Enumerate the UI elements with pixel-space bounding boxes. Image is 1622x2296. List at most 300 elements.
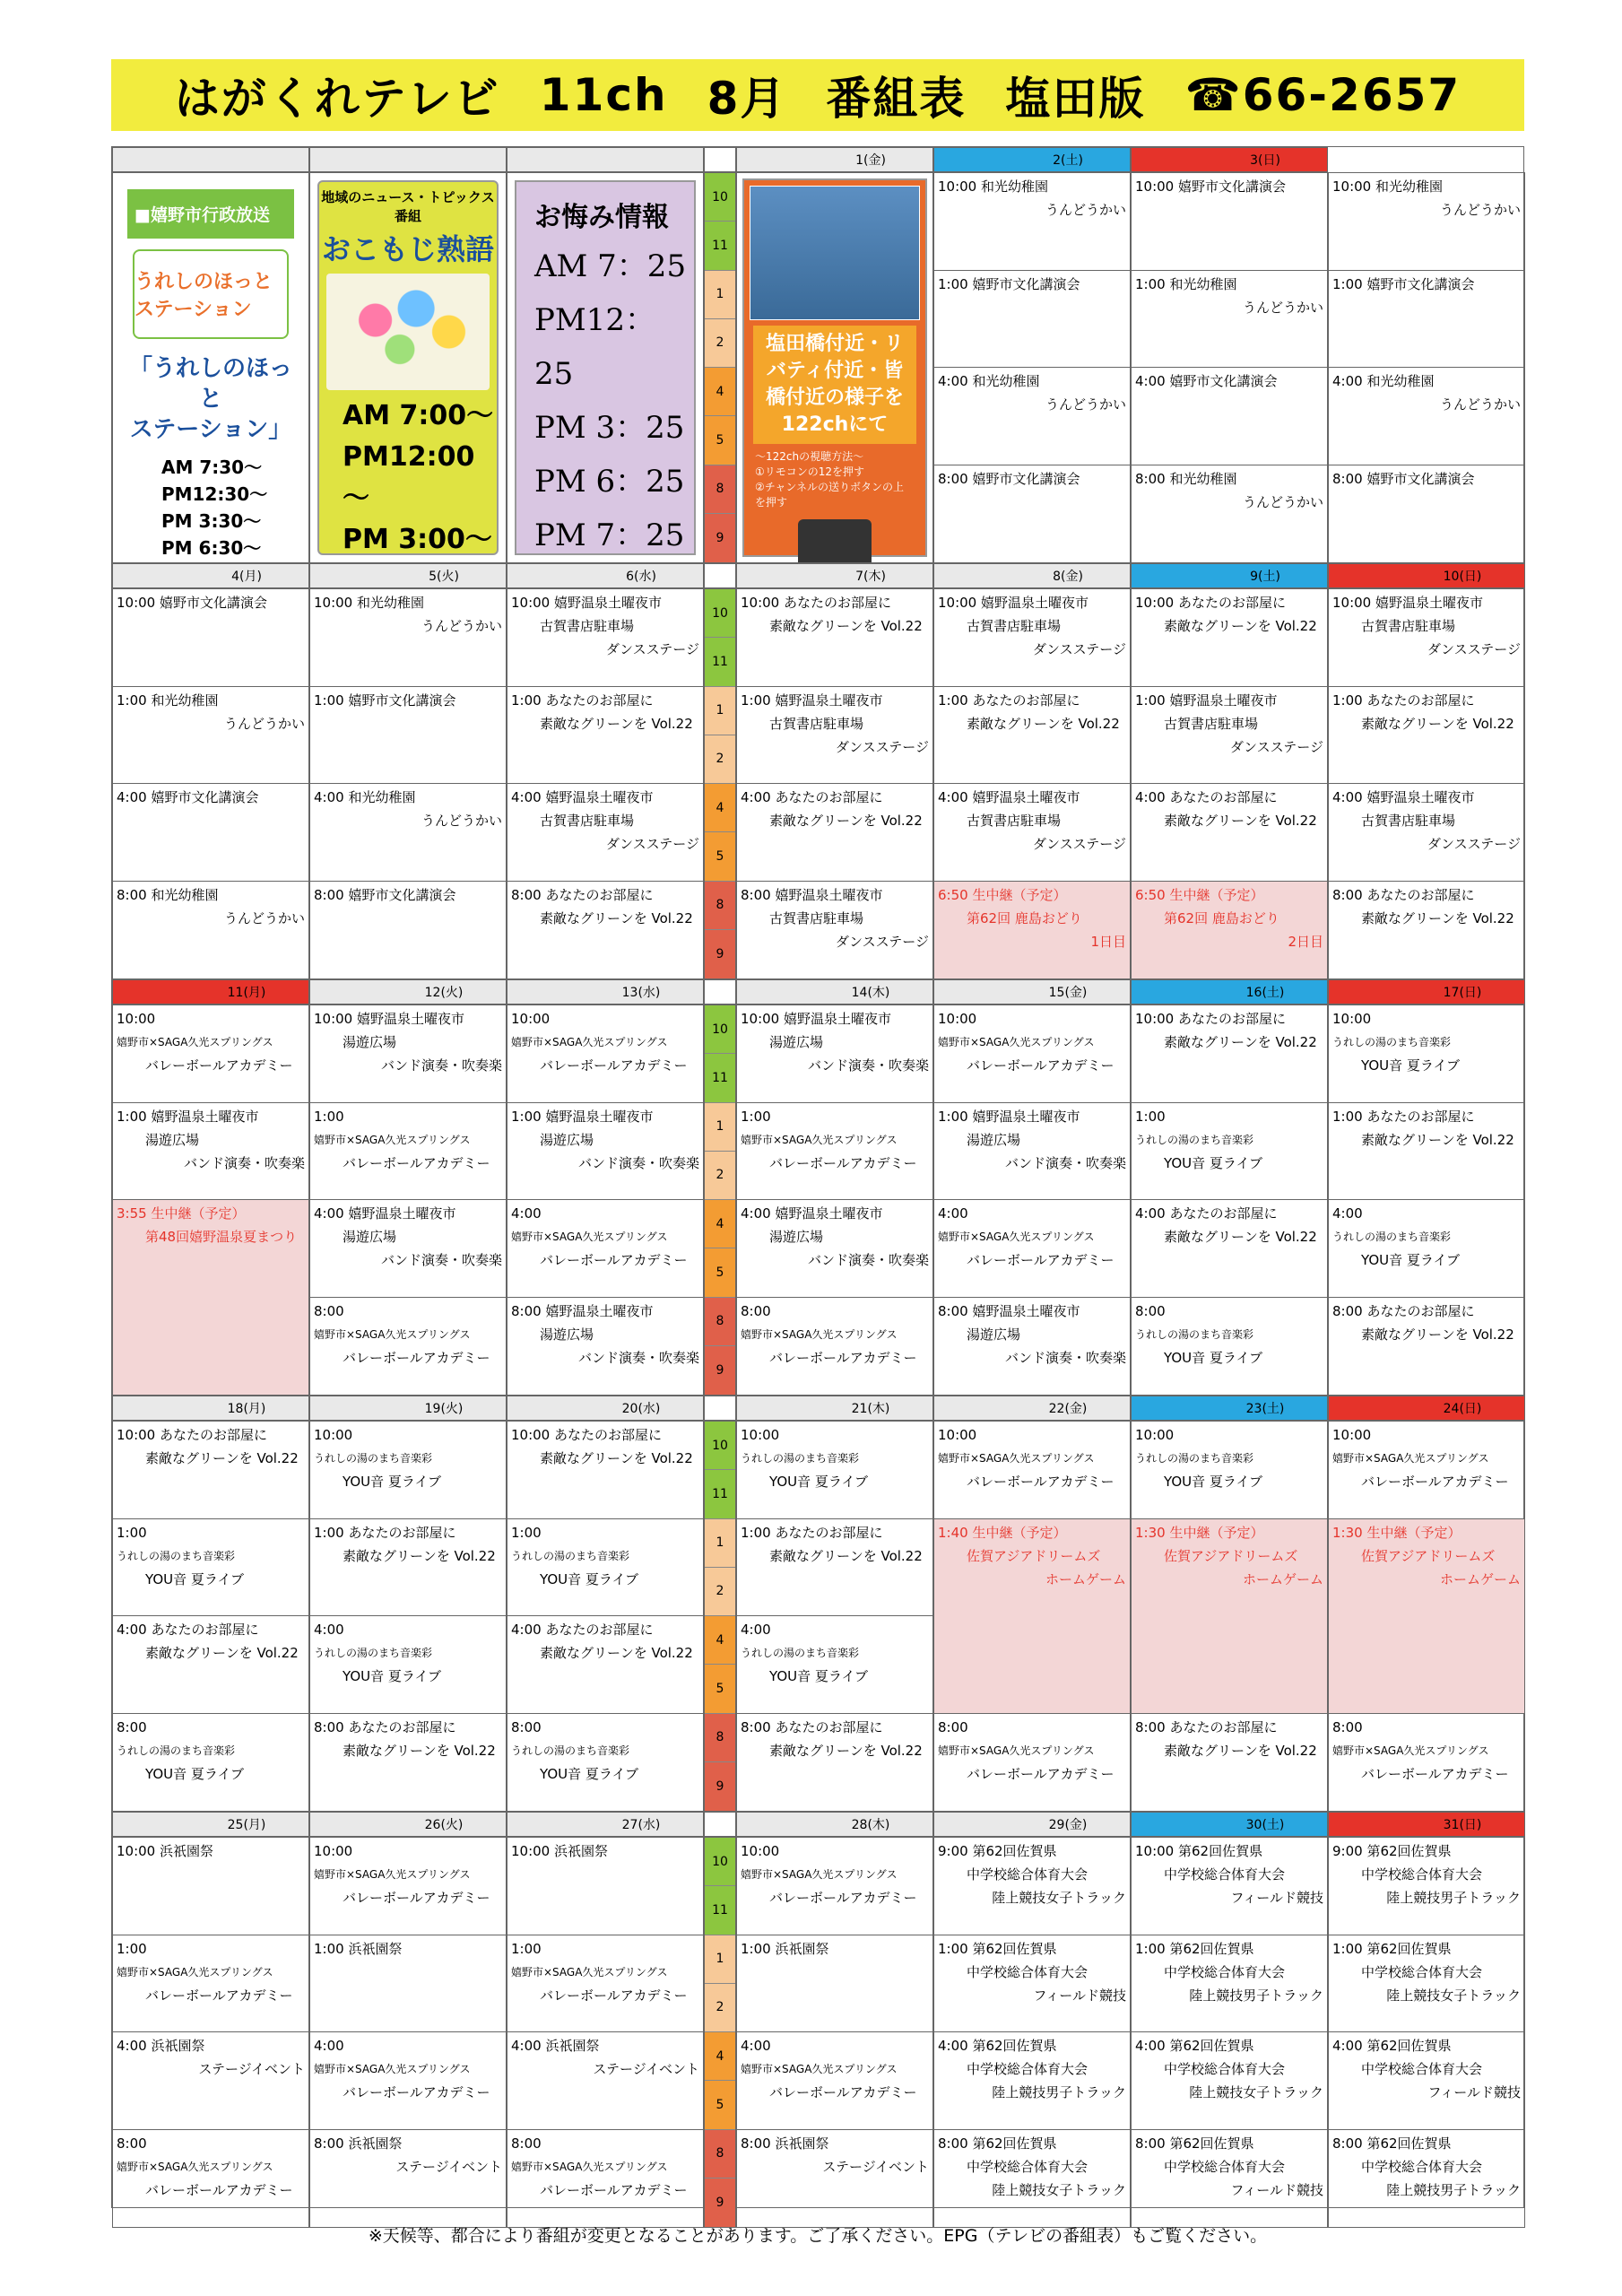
program-subtitle: バレーボールアカデミー	[967, 1474, 1115, 1490]
program-title	[511, 1839, 699, 1863]
program-slot[interactable]	[507, 1838, 703, 1935]
program-slot[interactable]	[1329, 882, 1524, 979]
program-title	[511, 1521, 699, 1544]
program-slot[interactable]	[1132, 2032, 1327, 2130]
program-title	[741, 689, 929, 712]
program-slot[interactable]	[1132, 687, 1327, 785]
program-slot[interactable]	[1329, 2130, 1524, 2228]
program-name: 嬉野温泉土曜夜市	[545, 1108, 654, 1125]
program-slot[interactable]	[310, 2032, 506, 2130]
program-subtitle: 古賀書店駐車場	[1164, 715, 1259, 732]
program-slot[interactable]	[507, 2130, 703, 2228]
program-subtitle: 佐賀アジアドリームズ	[1361, 1547, 1496, 1564]
program-slot[interactable]	[934, 2130, 1130, 2228]
program-title	[1135, 175, 1323, 198]
program-name: 嬉野温泉土曜夜市	[981, 595, 1089, 611]
program-slot[interactable]	[113, 1616, 308, 1714]
phone-number: ☎66-2657	[1184, 69, 1462, 121]
program-subtitle: 素敵なグリーンを Vol.22	[1164, 813, 1317, 829]
program-title	[314, 1937, 502, 1961]
program-slot[interactable]	[507, 1103, 703, 1201]
program-slot[interactable]	[1132, 1200, 1327, 1298]
program-title	[511, 786, 699, 809]
program-subtitle: 古賀書店駐車場	[540, 618, 635, 634]
header-blank	[309, 147, 507, 172]
program-slot[interactable]	[507, 784, 703, 882]
program-detail: ダンスステージ	[605, 836, 699, 852]
program-slot[interactable]	[1329, 368, 1524, 465]
program-name: あなたのお部屋に	[775, 1718, 883, 1735]
program-series: 嬉野市×SAGA久光スプリングス	[938, 1452, 1095, 1465]
program-slot[interactable]	[934, 882, 1130, 979]
program-series: 嬉野市×SAGA久光スプリングス	[938, 1744, 1095, 1757]
program-slot[interactable]	[1132, 465, 1327, 563]
program-name: 第62回佐賀県	[972, 1843, 1057, 1859]
gov-time: PM 3:30～	[161, 510, 262, 532]
hour-column	[704, 588, 736, 979]
program-slot[interactable]	[1132, 589, 1327, 687]
program-slot[interactable]	[1132, 1935, 1327, 2033]
gov-time: AM 7:30～	[161, 457, 263, 478]
program-time: 8:00	[741, 1302, 771, 1319]
program-slot[interactable]	[934, 1838, 1130, 1935]
program-slot[interactable]	[113, 784, 308, 882]
program-subtitle: 湯遊広場	[769, 1229, 824, 1245]
program-subtitle: バレーボールアカデミー	[540, 1252, 688, 1268]
program-subtitle: 素敵なグリーンを Vol.22	[343, 1742, 496, 1759]
station-logo: うれしのほっとステーション	[133, 249, 289, 339]
program-slot[interactable]	[113, 1005, 308, 1103]
program-time: 10:00	[741, 1427, 780, 1443]
program-title	[938, 2132, 1126, 2155]
program-name: 嬉野温泉土曜夜市	[348, 1205, 456, 1222]
program-slot[interactable]	[113, 1935, 308, 2033]
hour-marker: 11	[705, 1054, 735, 1102]
program-name: 嬉野市文化講演会	[1366, 470, 1475, 487]
program-subtitle: バレーボールアカデミー	[769, 1890, 917, 1906]
day-schedule	[1131, 172, 1328, 563]
program-time: 8:00	[1135, 2135, 1166, 2152]
program-slot[interactable]	[310, 589, 506, 687]
hour-marker: 1	[705, 687, 735, 735]
program-time: 4:00	[511, 789, 542, 805]
program-title	[1135, 2132, 1323, 2155]
program-slot[interactable]	[1132, 1103, 1327, 1201]
program-title	[1332, 273, 1521, 296]
program-slot[interactable]	[1132, 882, 1327, 979]
hour-marker: 8	[705, 2130, 735, 2179]
program-subtitle: 湯遊広場	[967, 1326, 1021, 1343]
program-name: あなたのお部屋に	[775, 789, 883, 805]
day-schedule	[507, 1004, 704, 1396]
program-name: 嬉野市文化講演会	[151, 789, 259, 805]
program-slot[interactable]	[737, 589, 932, 687]
program-slot[interactable]	[1329, 1838, 1524, 1935]
obit-time: PM 6：25	[534, 464, 685, 500]
program-slot[interactable]	[934, 589, 1130, 687]
program-slot[interactable]	[310, 2130, 506, 2228]
program-subtitle: 素敵なグリーンを Vol.22	[1164, 1034, 1317, 1050]
program-detail: バンド演奏・吹奏楽	[807, 1057, 929, 1074]
program-title	[938, 883, 1126, 907]
program-slot[interactable]	[507, 1714, 703, 1812]
hour-column	[704, 1837, 736, 2228]
hour-header	[704, 1812, 736, 1837]
hour-marker: 5	[705, 416, 735, 465]
program-subtitle: YOU音 夏ライブ	[1164, 1474, 1262, 1490]
program-slot[interactable]	[113, 687, 308, 785]
program-slot[interactable]	[737, 2130, 932, 2228]
program-time: 4:00	[511, 2038, 542, 2054]
program-name: 嬉野温泉土曜夜市	[775, 1205, 883, 1222]
program-slot[interactable]	[507, 1519, 703, 1617]
program-slot[interactable]	[310, 1838, 506, 1935]
hour-marker: 10	[705, 1838, 735, 1886]
day-schedule	[736, 1004, 933, 1396]
program-slot[interactable]	[737, 1838, 932, 1935]
program-slot[interactable]	[507, 1005, 703, 1103]
program-series: 嬉野市×SAGA久光スプリングス	[314, 1868, 471, 1881]
program-slot[interactable]	[934, 1103, 1130, 1201]
program-slot[interactable]	[310, 1714, 506, 1812]
program-slot[interactable]	[113, 589, 308, 687]
program-time: 8:00	[1135, 1718, 1166, 1735]
program-name: 嬉野市文化講演会	[348, 691, 456, 709]
hour-marker: 8	[705, 882, 735, 930]
hour-marker: 11	[705, 1886, 735, 1935]
date-header: 14(木)	[736, 979, 933, 1004]
program-slot[interactable]	[737, 1103, 932, 1201]
program-slot[interactable]	[1329, 1103, 1524, 1201]
day-schedule	[736, 588, 933, 979]
program-slot[interactable]	[1132, 173, 1327, 271]
program-slot[interactable]	[310, 1200, 506, 1298]
program-title	[938, 786, 1126, 809]
program-detail: ダンスステージ	[1229, 738, 1323, 755]
program-name: 第62回佐賀県	[1366, 1843, 1452, 1859]
program-slot[interactable]	[934, 2032, 1130, 2130]
header-blank	[507, 147, 704, 172]
program-subtitle: バレーボールアカデミー	[769, 1349, 917, 1366]
program-time: 1:40	[938, 1524, 968, 1541]
hour-marker: 2	[705, 319, 735, 368]
hour-marker: 9	[705, 2179, 735, 2227]
program-subtitle: 中学校総合体育大会	[1361, 2158, 1483, 2175]
program-slot[interactable]	[113, 882, 308, 979]
program-slot[interactable]	[507, 2032, 703, 2130]
program-time: 8:00	[511, 2135, 542, 2152]
program-time: 8:00	[117, 1718, 147, 1735]
program-slot[interactable]	[507, 589, 703, 687]
program-name: 第62回佐賀県	[972, 2038, 1057, 2054]
program-slot[interactable]	[113, 2130, 308, 2228]
program-slot[interactable]	[310, 687, 506, 785]
program-title	[741, 1937, 929, 1961]
program-slot[interactable]	[737, 882, 932, 979]
program-slot[interactable]	[1132, 2130, 1327, 2228]
program-slot[interactable]	[113, 1200, 308, 1395]
day-schedule	[309, 1004, 507, 1396]
program-series: うれしの湯のまち音楽彩	[1332, 1231, 1452, 1243]
program-slot[interactable]	[1329, 1714, 1524, 1812]
program-series: うれしの湯のまち音楽彩	[117, 1549, 236, 1562]
day-schedule	[309, 1421, 507, 1812]
program-name: 生中継（予定）	[972, 886, 1067, 903]
program-series: 嬉野市×SAGA久光スプリングス	[117, 1965, 273, 1979]
program-slot[interactable]	[1132, 1422, 1327, 1519]
program-subtitle: YOU音 夏ライブ	[1361, 1057, 1460, 1074]
program-time: 4:00	[938, 1205, 968, 1222]
program-slot[interactable]	[1132, 271, 1327, 369]
date-header: 22(金)	[933, 1396, 1131, 1421]
program-title	[117, 1423, 305, 1447]
program-slot[interactable]	[310, 1519, 506, 1617]
program-slot[interactable]	[310, 882, 506, 979]
program-time: 6:50	[1135, 886, 1166, 903]
program-slot[interactable]	[934, 1298, 1130, 1396]
program-slot[interactable]	[507, 1935, 703, 2033]
program-slot[interactable]	[934, 1519, 1130, 1714]
program-time: 1:00	[117, 1524, 147, 1541]
program-name: 嬉野温泉土曜夜市	[775, 691, 883, 709]
program-detail: ステージイベント	[395, 2158, 502, 2175]
hour-marker: 1	[705, 1935, 735, 1984]
program-slot[interactable]	[934, 271, 1130, 369]
program-slot[interactable]	[310, 1422, 506, 1519]
day-schedule	[1328, 172, 1525, 563]
program-slot[interactable]	[934, 173, 1130, 271]
date-header: 24(日)	[1328, 1396, 1525, 1421]
program-slot[interactable]	[507, 1200, 703, 1298]
program-detail: 陸上競技女子トラック	[992, 1890, 1126, 1906]
day-schedule	[112, 1837, 309, 2228]
program-name: 嬉野温泉土曜夜市	[545, 1302, 654, 1319]
program-detail: 陸上競技男子トラック	[992, 2084, 1126, 2100]
hour-marker: 5	[705, 2081, 735, 2129]
program-slot[interactable]	[934, 465, 1130, 563]
program-slot[interactable]	[934, 784, 1130, 882]
program-slot[interactable]	[737, 784, 932, 882]
hour-marker: 1	[705, 271, 735, 319]
program-subtitle: バレーボールアカデミー	[967, 1252, 1115, 1268]
program-slot[interactable]	[507, 1616, 703, 1714]
news-title: おこもじ熟語	[321, 232, 494, 266]
program-slot[interactable]	[310, 1298, 506, 1396]
program-time: 4:00	[741, 789, 771, 805]
program-slot[interactable]	[934, 687, 1130, 785]
program-slot[interactable]	[1329, 589, 1524, 687]
program-slot[interactable]	[1132, 1838, 1327, 1935]
river-camera-image	[750, 186, 920, 320]
program-series: うれしの湯のまち音楽彩	[511, 1549, 630, 1562]
program-slot[interactable]	[1132, 784, 1327, 882]
hour-marker: 2	[705, 1568, 735, 1616]
program-time: 4:00	[511, 1205, 542, 1222]
program-slot[interactable]	[507, 882, 703, 979]
program-slot[interactable]	[934, 1005, 1130, 1103]
program-time: 1:00	[314, 691, 344, 709]
date-header: 29(金)	[933, 1812, 1131, 1837]
program-slot[interactable]	[934, 1935, 1130, 2033]
gov-title-line2: ステーション」	[129, 416, 292, 443]
program-slot[interactable]	[737, 2032, 932, 2130]
program-time: 10:00	[314, 1427, 353, 1443]
edition: 塩田版	[1005, 73, 1146, 125]
program-title	[1135, 786, 1323, 809]
program-slot[interactable]	[737, 1714, 932, 1812]
program-time: 1:30	[1332, 1524, 1363, 1541]
program-slot[interactable]	[934, 1200, 1130, 1298]
program-slot[interactable]	[1132, 1298, 1327, 1396]
program-slot[interactable]	[1329, 2032, 1524, 2130]
program-slot[interactable]	[113, 1422, 308, 1519]
hour-marker: 4	[705, 1616, 735, 1665]
program-slot[interactable]	[1132, 1005, 1327, 1103]
program-slot[interactable]	[310, 1935, 506, 2033]
hour-marker: 11	[705, 1470, 735, 1518]
gov-title-line1: 「うれしのほっと	[128, 355, 292, 413]
program-slot[interactable]	[737, 1422, 932, 1519]
program-detail: ダンスステージ	[835, 738, 929, 755]
channel-name: はがくれテレビ	[174, 73, 500, 125]
program-title	[117, 1105, 305, 1128]
program-slot[interactable]	[1329, 1935, 1524, 2033]
program-subtitle: バレーボールアカデミー	[145, 2181, 293, 2198]
program-slot[interactable]	[113, 1103, 308, 1201]
day-schedule	[1131, 1837, 1328, 2228]
program-time: 1:00	[938, 691, 968, 709]
news-panel	[309, 172, 507, 563]
program-title	[314, 1202, 502, 1225]
program-detail: うんどうかい	[1439, 202, 1521, 218]
hour-marker: 8	[705, 1714, 735, 1762]
program-subtitle: YOU音 夏ライブ	[540, 1570, 638, 1587]
program-slot[interactable]	[737, 1616, 932, 1714]
program-detail: 陸上競技女子トラック	[1189, 2084, 1323, 2100]
program-subtitle: YOU音 夏ライブ	[145, 1765, 244, 1782]
program-slot[interactable]	[507, 687, 703, 785]
program-series: 嬉野市×SAGA久光スプリングス	[741, 1868, 898, 1881]
program-subtitle: 湯遊広場	[967, 1131, 1021, 1148]
program-time: 1:00	[938, 1940, 968, 1957]
program-title	[1135, 883, 1323, 907]
news-times	[319, 396, 497, 563]
program-slot[interactable]	[1329, 465, 1524, 563]
program-name: 第62回佐賀県	[1169, 2135, 1254, 2152]
program-time: 8:00	[938, 1302, 968, 1319]
program-slot[interactable]	[113, 1714, 308, 1812]
program-subtitle: バレーボールアカデミー	[540, 1987, 688, 2004]
program-slot[interactable]	[310, 784, 506, 882]
program-slot[interactable]	[737, 1005, 932, 1103]
program-slot[interactable]	[737, 1519, 932, 1617]
date-header: 15(金)	[933, 979, 1131, 1004]
program-name: 嬉野市文化講演会	[1178, 178, 1287, 195]
program-slot[interactable]	[113, 2032, 308, 2130]
program-name: 嬉野市文化講演会	[348, 886, 456, 903]
program-slot[interactable]	[934, 1422, 1130, 1519]
program-slot[interactable]	[113, 1519, 308, 1617]
program-slot[interactable]	[507, 1422, 703, 1519]
program-time: 10:00	[314, 1011, 353, 1027]
day-schedule	[933, 1421, 1131, 1812]
program-slot[interactable]	[1329, 1005, 1524, 1103]
program-slot[interactable]	[507, 1298, 703, 1396]
program-detail: フィールド競技	[1033, 1987, 1126, 2004]
header-blank	[112, 147, 309, 172]
program-time: 8:00	[1332, 1718, 1363, 1735]
obit-panel-frame	[515, 180, 696, 555]
program-detail: バンド演奏・吹奏楽	[183, 1154, 305, 1171]
program-subtitle: 中学校総合体育大会	[1164, 1866, 1286, 1883]
program-title	[314, 689, 502, 712]
program-slot[interactable]	[1329, 1519, 1524, 1714]
program-title	[511, 883, 699, 907]
program-detail: ホームゲーム	[1439, 1570, 1521, 1587]
program-name: あなたのお部屋に	[348, 1718, 456, 1735]
program-title	[314, 1423, 502, 1447]
program-detail: ダンスステージ	[1032, 836, 1126, 852]
program-slot[interactable]	[1132, 368, 1327, 465]
gov-title	[120, 353, 301, 445]
program-slot[interactable]	[934, 1714, 1130, 1812]
program-slot[interactable]	[934, 368, 1130, 465]
program-slot[interactable]	[1329, 1298, 1524, 1396]
program-slot[interactable]	[1329, 271, 1524, 369]
program-slot[interactable]	[737, 1200, 932, 1298]
program-subtitle: 中学校総合体育大会	[1361, 2061, 1483, 2077]
obit-times	[516, 239, 694, 563]
remote-control-image	[798, 519, 872, 563]
program-time: 8:00	[741, 2135, 771, 2152]
program-time: 4:00	[117, 2038, 147, 2054]
hour-marker: 9	[705, 1762, 735, 1811]
hour-marker: 4	[705, 368, 735, 416]
program-time: 8:00	[511, 886, 542, 903]
program-detail: バンド演奏・吹奏楽	[1004, 1154, 1126, 1171]
day-schedule	[933, 1837, 1131, 2228]
program-slot[interactable]	[1329, 1200, 1524, 1298]
program-slot[interactable]	[1132, 1714, 1327, 1812]
program-title	[741, 1521, 929, 1544]
program-slot[interactable]	[310, 1103, 506, 1201]
live-note-line: ～122chの視聴方法～	[755, 450, 864, 463]
hour-marker: 9	[705, 514, 735, 562]
day-schedule	[1131, 588, 1328, 979]
program-slot[interactable]	[737, 1298, 932, 1396]
program-detail: ホームゲーム	[1242, 1570, 1323, 1587]
program-slot[interactable]	[310, 1005, 506, 1103]
program-slot[interactable]	[737, 1935, 932, 2033]
hour-header	[704, 563, 736, 588]
program-series: 嬉野市×SAGA久光スプリングス	[314, 1327, 471, 1341]
program-slot[interactable]	[1132, 1519, 1327, 1714]
program-subtitle: バレーボールアカデミー	[769, 2084, 917, 2100]
program-subtitle: 素敵なグリーンを Vol.22	[540, 909, 693, 926]
program-title	[1135, 1300, 1323, 1323]
program-time: 10:00	[117, 1843, 156, 1859]
program-slot[interactable]	[1329, 687, 1524, 785]
program-slot[interactable]	[113, 1838, 308, 1935]
program-slot[interactable]	[1329, 1422, 1524, 1519]
program-slot[interactable]	[310, 1616, 506, 1714]
date-header: 5(火)	[309, 563, 507, 588]
program-slot[interactable]	[1329, 173, 1524, 271]
program-slot[interactable]	[1329, 784, 1524, 882]
program-subtitle: 古賀書店駐車場	[1361, 618, 1456, 634]
program-subtitle: 素敵なグリーンを Vol.22	[769, 1547, 923, 1564]
program-slot[interactable]	[737, 687, 932, 785]
